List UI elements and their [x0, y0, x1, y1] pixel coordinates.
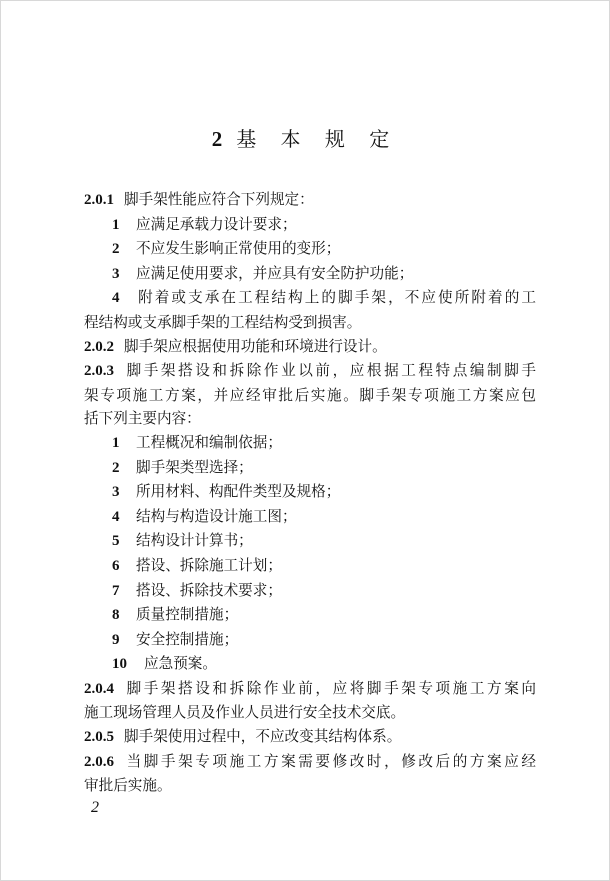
clause-number: 2.0.2 [84, 338, 114, 355]
item-number: 4 [112, 290, 120, 307]
clause-continuation: 架专项施工方案，并应经审批后实施。脚手架专项施工方案应包 [84, 386, 536, 404]
clause-continuation: 括下列主要内容： [84, 410, 201, 428]
list-item [84, 505, 536, 530]
clause-2-0-5 [84, 725, 536, 750]
item-text: 应满足使用要求，并应具有安全防护功能； [136, 264, 414, 282]
clause-continuation: 施工现场管理人员及作业人员进行安全技术交底。 [84, 704, 406, 722]
list-item [84, 579, 536, 604]
list-item [84, 652, 536, 677]
item-number: 5 [112, 533, 120, 550]
list-item [84, 286, 536, 311]
body-content [84, 188, 536, 798]
clause-2-0-1 [84, 188, 536, 213]
item-text: 所用材料、构配件类型及规格； [136, 483, 341, 501]
item-number: 8 [112, 607, 120, 624]
item-number: 2 [112, 241, 120, 258]
item-number: 2 [112, 459, 120, 476]
item-number: 9 [112, 631, 120, 648]
list-item [84, 431, 536, 456]
chapter-title-text: 基 本 规 定 [236, 127, 399, 151]
clause-text: 脚手架性能应符合下列规定： [124, 191, 314, 208]
chapter-title [1, 125, 609, 153]
clause-continuation: 审批后实施。 [84, 777, 172, 795]
item-number: 3 [112, 265, 120, 282]
list-item [84, 456, 536, 481]
clause-number: 2.0.6 [84, 753, 114, 770]
item-text: 质量控制措施； [136, 606, 239, 624]
chapter-number: 2 [211, 127, 223, 151]
item-text: 不应发生影响正常使用的变形； [136, 240, 341, 258]
list-item [84, 554, 536, 579]
item-text: 结构与构造设计施工图； [136, 507, 297, 525]
page-number: 2 [91, 799, 99, 816]
clause-number: 2.0.3 [84, 363, 114, 380]
clause-text: 脚手架应根据使用功能和环境进行设计。 [124, 337, 387, 355]
clause-2-0-4 [84, 677, 536, 702]
item-text: 脚手架类型选择； [136, 458, 253, 476]
list-item [84, 262, 536, 287]
list-item [84, 603, 536, 628]
clause-text: 脚手架搭设和拆除作业前，应将脚手架专项施工方案向 [124, 679, 536, 697]
item-number: 1 [112, 434, 120, 451]
item-text: 应急预案。 [144, 655, 217, 673]
clause-2-0-6 [84, 750, 536, 775]
item-number: 6 [112, 557, 120, 574]
item-text: 附着或支承在工程结构上的脚手架，不应使所附着的工 [136, 289, 536, 307]
item-text: 搭设、拆除技术要求； [136, 581, 282, 599]
item-text: 结构设计计算书； [136, 532, 253, 550]
list-item [84, 529, 536, 554]
clause-number: 2.0.1 [84, 192, 114, 208]
item-number: 7 [112, 582, 120, 599]
list-item [84, 213, 536, 238]
clause-number: 2.0.5 [84, 729, 114, 746]
clause-text: 当脚手架专项施工方案需要修改时，修改后的方案应经 [124, 752, 536, 770]
list-item [84, 628, 536, 653]
item-text: 搭设、拆除施工计划； [136, 556, 282, 574]
clause-2-0-2 [84, 335, 536, 360]
clause-text: 脚手架使用过程中，不应改变其结构体系。 [124, 728, 402, 746]
item-number: 1 [112, 216, 120, 233]
item-text: 应满足承载力设计要求； [136, 215, 297, 233]
clause-2-0-3 [84, 359, 536, 384]
item-text: 工程概况和编制依据； [136, 433, 282, 451]
list-item [84, 480, 536, 505]
item-text: 安全控制措施； [136, 630, 239, 648]
item-number: 10 [112, 656, 127, 673]
list-item [84, 237, 536, 262]
item-continuation: 程结构或支承脚手架的工程结构受到损害。 [84, 313, 362, 331]
item-number: 3 [112, 484, 120, 501]
item-number: 4 [112, 508, 120, 525]
clause-number: 2.0.4 [84, 680, 114, 697]
clause-text: 脚手架搭设和拆除作业以前，应根据工程特点编制脚手 [124, 362, 536, 380]
